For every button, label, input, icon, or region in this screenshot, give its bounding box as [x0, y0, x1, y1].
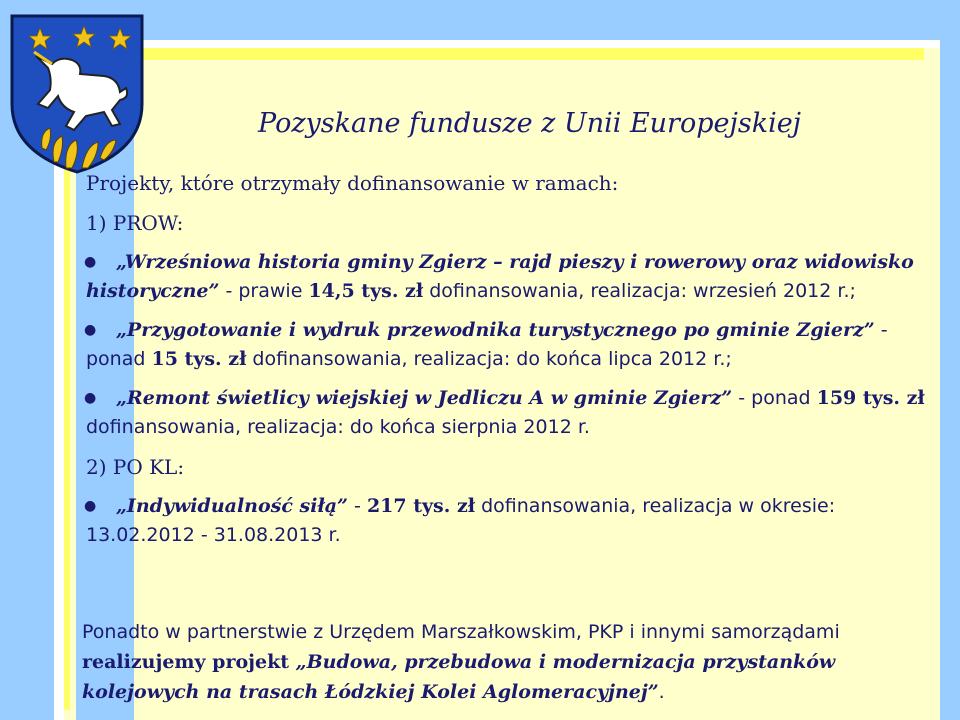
section-colon: : — [177, 455, 185, 479]
footer-project-title: „Budowa, przebudowa i modernizacja przystanków kolejowych na trasach Łódzkiej Kolei Aglomeracyjnej” — [82, 651, 836, 703]
bullet-icon: ● — [84, 254, 97, 270]
section-number: 2) — [86, 455, 113, 479]
amount: 217 tys. zł — [366, 495, 476, 517]
project-details: dofinansowania, realizacja: do końca sierpnia 2012 r. — [86, 416, 590, 438]
project-title: „Przygotowanie i wydruk przewodnika turystycznego po gminie Zgierz” — [116, 319, 875, 341]
project-details: dofinansowania, realizacja: do końca lipca 2012 r.; — [246, 348, 732, 370]
section-heading-pokl — [86, 452, 946, 482]
list-item — [86, 492, 946, 550]
bullet-icon: ● — [84, 498, 97, 514]
project-details: dofinansowania, realizacja: wrzesień 2012 r.; — [423, 280, 856, 302]
amount-prefix: - prawie — [219, 280, 309, 302]
coat-of-arms-icon — [8, 12, 146, 176]
footer-line1: Ponadto w partnerstwie z Urzędem Marszałkowskim, PKP i innymi samorządami — [82, 621, 840, 643]
project-details: dofinansowania, realizacja w okresie: — [475, 495, 836, 517]
bullet-icon: ● — [84, 322, 97, 338]
amount: 159 tys. zł — [816, 387, 925, 409]
decor-left-yellow-bar — [64, 150, 70, 710]
project-title: „Wrześniowa historia gminy Zgierz – rajd pieszy i rowerowy oraz widowisko historyczne” — [86, 251, 914, 302]
list-item — [86, 248, 946, 306]
footer-text — [82, 617, 952, 707]
amount-prefix: - ponad — [732, 387, 817, 409]
amount-prefix: - ponad — [86, 319, 888, 370]
amount: 14,5 tys. zł — [308, 280, 424, 302]
page-title: Pozyskane fundusze z Unii Europejskiej — [258, 108, 802, 139]
section-label: PO KL — [112, 455, 178, 479]
footer-end: . — [658, 681, 665, 703]
project-title: „Indywidualność siłą” — [116, 495, 348, 517]
amount: 15 tys. zł — [151, 348, 247, 370]
project-title: „Remont świetlicy wiejskiej w Jedliczu A w gminie Zgierz” — [116, 387, 733, 409]
bullet-icon: ● — [84, 390, 97, 406]
content-body — [86, 168, 946, 550]
footer-lead: realizujemy projekt — [82, 651, 296, 673]
intro-text: Projekty, które otrzymały dofinansowanie w ramach: — [86, 171, 619, 195]
section-heading-prow: 1) PROW: — [86, 211, 184, 235]
amount-prefix: - — [348, 495, 367, 517]
decor-top-yellow-bar — [134, 48, 924, 60]
decor-left-white-bar — [54, 138, 64, 720]
list-item — [86, 384, 946, 442]
project-dates: 13.02.2012 - 31.08.2013 r. — [86, 524, 341, 546]
list-item — [86, 316, 946, 374]
